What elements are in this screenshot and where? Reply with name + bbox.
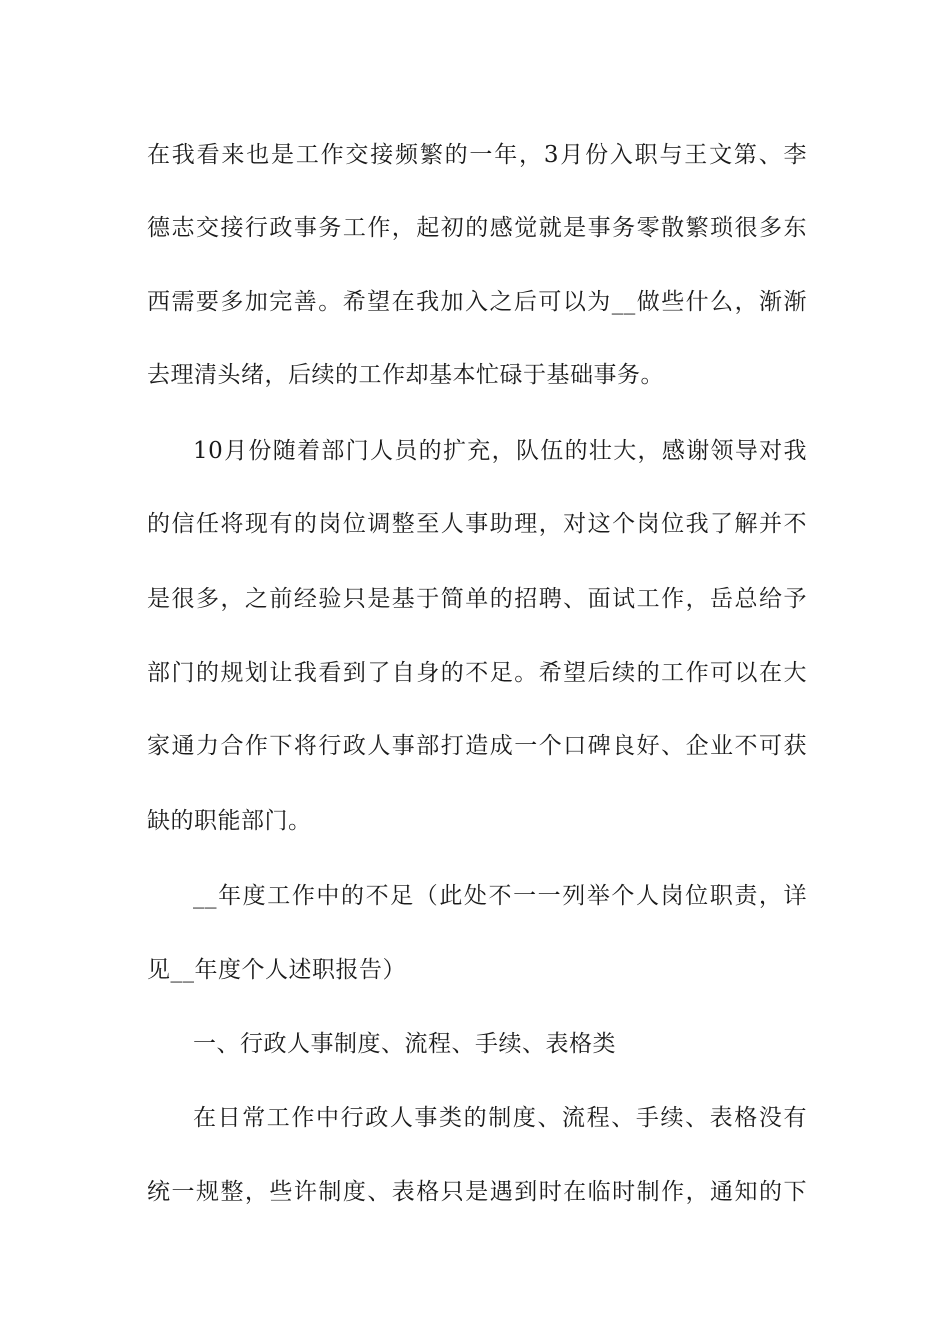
paragraph-1-line-2: 德志交接行政事务工作，起初的感觉就是事务零散繁琐很多东 bbox=[147, 215, 807, 241]
paragraph-4-line-2: 统一规整，些许制度、表格只是遇到时在临时制作，通知的下 bbox=[147, 1179, 807, 1205]
paragraph-1-line-4: 去理清头绪，后续的工作却基本忙碌于基础事务。 bbox=[147, 362, 664, 388]
paragraph-2-line-3: 是很多，之前经验只是基于简单的招聘、面试工作，岳总给予 bbox=[147, 586, 807, 612]
paragraph-2-line-6: 缺的职能部门。 bbox=[147, 808, 312, 834]
paragraph-2-line-2: 的信任将现有的岗位调整至人事助理，对这个岗位我了解并不 bbox=[147, 511, 807, 537]
paragraph-1-line-1: 在我看来也是工作交接频繁的一年，3月份入职与王文第、李 bbox=[147, 142, 807, 168]
paragraph-2-line-4: 部门的规划让我看到了自身的不足。希望后续的工作可以在大 bbox=[147, 660, 807, 686]
paragraph-2-line-1: 10月份随着部门人员的扩充，队伍的壮大，感谢领导对我 bbox=[193, 438, 807, 464]
section-heading-1: 一、行政人事制度、流程、手续、表格类 bbox=[193, 1031, 616, 1057]
paragraph-4-line-1: 在日常工作中行政人事类的制度、流程、手续、表格没有 bbox=[193, 1105, 807, 1131]
paragraph-3-line-2: 见__年度个人述职报告） bbox=[147, 957, 406, 983]
paragraph-2-line-5: 家通力合作下将行政人事部打造成一个口碑良好、企业不可获 bbox=[147, 733, 807, 759]
paragraph-3-line-1: __年度工作中的不足（此处不一一列举个人岗位职责，详 bbox=[193, 883, 807, 909]
paragraph-1-line-3: 西需要多加完善。希望在我加入之后可以为__做些什么，渐渐 bbox=[147, 289, 807, 315]
